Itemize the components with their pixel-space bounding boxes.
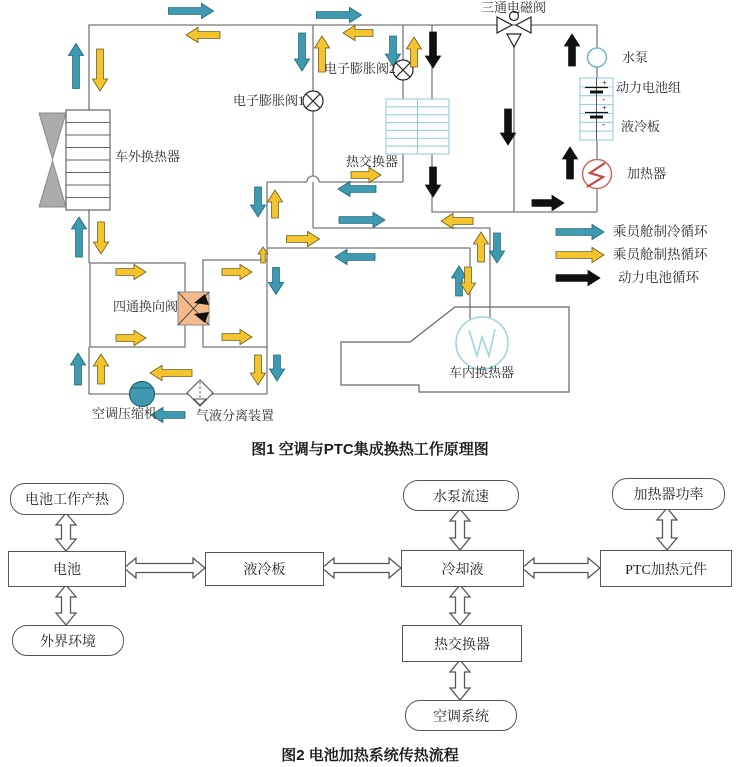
battery-pack-label: 动力电池组 bbox=[616, 80, 682, 95]
node-ptc: PTC加热元件 bbox=[600, 550, 732, 587]
cool-flow-arrow bbox=[268, 268, 283, 295]
cool-flow-arrow bbox=[71, 217, 86, 257]
heat-flow-arrow bbox=[93, 222, 108, 254]
batt-flow-arrow bbox=[556, 270, 600, 285]
figure2-caption: 图2 电池加热系统传热流程 bbox=[281, 747, 459, 764]
double-arrow bbox=[450, 509, 470, 550]
heat-flow-arrow bbox=[473, 232, 488, 262]
double-arrow bbox=[322, 558, 401, 578]
double-arrow bbox=[657, 508, 677, 550]
cool-flow-arrow bbox=[294, 33, 309, 71]
cool-flow-arrow bbox=[169, 3, 214, 18]
pump-label: 水泵 bbox=[622, 50, 649, 65]
compressor-icon bbox=[130, 382, 155, 407]
heat-flow-arrow bbox=[343, 25, 373, 40]
batt-flow-arrow bbox=[425, 32, 440, 68]
fan-icon bbox=[39, 161, 66, 207]
legend-heating-label: 乘员舱制热循环 bbox=[613, 247, 708, 262]
heat-flow-arrow bbox=[351, 167, 381, 182]
node-battery-heat: 电池工作产热 bbox=[10, 483, 124, 515]
heat-flow-arrow bbox=[222, 329, 252, 344]
cabin-hx-label: 车内换热器 bbox=[449, 365, 515, 380]
chiller-label: 热交换器 bbox=[346, 154, 399, 169]
legend-battery-label: 动力电池循环 bbox=[618, 270, 699, 285]
compressor-label: 空调压缩机 bbox=[92, 406, 158, 421]
heat-flow-arrow bbox=[116, 330, 146, 345]
cool-flow-arrow bbox=[339, 212, 385, 227]
cool-flow-arrow bbox=[68, 44, 83, 89]
heat-flow-arrow bbox=[441, 213, 473, 228]
heat-flow-arrow bbox=[93, 354, 108, 384]
cool-flow-arrow bbox=[335, 249, 375, 264]
node-heater-power: 加热器功率 bbox=[612, 478, 725, 510]
cool-flow-arrow bbox=[338, 181, 376, 196]
node-battery: 电池 bbox=[8, 551, 126, 587]
batt-flow-arrow bbox=[562, 147, 577, 179]
pipes bbox=[89, 25, 597, 394]
heat-flow-arrow bbox=[267, 190, 282, 218]
heat-flow-arrow bbox=[186, 27, 220, 42]
battery-plus: + bbox=[602, 103, 608, 113]
double-arrow bbox=[56, 513, 76, 551]
outdoor-heat-exchanger bbox=[39, 110, 110, 210]
cooling-plate-label: 液冷板 bbox=[621, 119, 661, 134]
four-way-valve-icon bbox=[178, 292, 209, 325]
three-way-valve-icon bbox=[497, 12, 531, 48]
batt-flow-arrow bbox=[425, 167, 440, 197]
battery-minus: - bbox=[602, 94, 605, 104]
chiller-heat-exchanger bbox=[386, 99, 449, 154]
double-arrow bbox=[450, 660, 470, 700]
heater-label: 加热器 bbox=[627, 166, 667, 181]
heat-flow-arrow bbox=[287, 231, 320, 246]
cool-flow-arrow bbox=[250, 187, 265, 217]
water-pump-icon bbox=[588, 48, 607, 67]
expansion-valve-1-icon bbox=[303, 91, 323, 111]
double-arrow bbox=[522, 558, 600, 578]
double-arrow bbox=[450, 585, 470, 625]
heater-icon bbox=[583, 160, 612, 189]
node-pump-speed: 水泵流速 bbox=[403, 480, 519, 511]
cool-flow-arrow bbox=[70, 353, 85, 385]
eev2-label: 电子膨胀阀2 bbox=[324, 61, 396, 76]
heat-flow-arrow bbox=[556, 247, 604, 262]
node-ac-system: 空调系统 bbox=[405, 700, 517, 731]
batt-flow-arrow bbox=[564, 34, 579, 66]
fan-icon bbox=[39, 113, 66, 159]
node-cooling-plate: 液冷板 bbox=[205, 552, 324, 586]
eev1-label: 电子膨胀阀1 bbox=[233, 93, 305, 108]
battery-plus: + bbox=[602, 78, 608, 88]
separator-label: 气液分离装置 bbox=[196, 408, 275, 423]
expansion-valve-2-icon bbox=[393, 60, 413, 80]
cool-flow-arrow bbox=[556, 224, 604, 239]
heat-flow-arrow bbox=[150, 365, 192, 380]
pipe-crossover-hop bbox=[307, 176, 319, 182]
heat-flow-arrow bbox=[250, 355, 265, 385]
double-arrow bbox=[56, 585, 76, 625]
battery-minus: - bbox=[602, 119, 605, 129]
double-arrow bbox=[124, 558, 205, 578]
heat-flow-arrow bbox=[92, 49, 107, 91]
outdoor-hx-label: 车外换热器 bbox=[115, 149, 181, 164]
batt-flow-arrow bbox=[532, 195, 564, 210]
transfer-arrows bbox=[56, 508, 677, 700]
four-way-valve-label: 四通换向阀 bbox=[113, 299, 179, 314]
node-heat-exchanger: 热交换器 bbox=[402, 625, 522, 662]
cool-flow-arrow bbox=[317, 7, 362, 22]
heat-flow-arrow bbox=[222, 264, 252, 279]
cool-flow-arrow bbox=[269, 355, 284, 381]
battery-cooling-plate bbox=[580, 78, 613, 140]
legend-cooling-label: 乘员舱制冷循环 bbox=[613, 224, 708, 239]
figure1-caption: 图1 空调与PTC集成换热工作原理图 bbox=[251, 441, 489, 458]
node-coolant: 冷却液 bbox=[401, 550, 524, 587]
cool-flow-arrow bbox=[489, 233, 504, 263]
batt-flow-arrow bbox=[500, 109, 515, 145]
node-environment: 外界环境 bbox=[12, 625, 124, 656]
separator-icon bbox=[187, 380, 213, 406]
three-way-valve-label: 三通电磁阀 bbox=[481, 0, 547, 15]
heat-flow-arrow bbox=[116, 264, 146, 279]
